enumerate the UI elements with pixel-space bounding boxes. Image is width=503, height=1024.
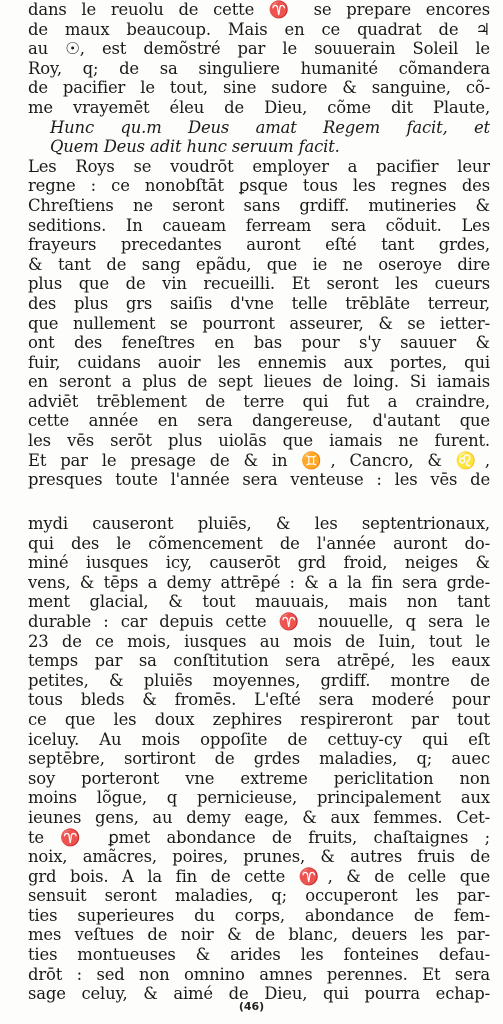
text-line: mydi causeront pluiēs, & les septentrionaux, bbox=[28, 514, 490, 533]
text-line: moins lõgue, q pernicieuse, principalement aux bbox=[28, 788, 490, 808]
text-line: me vrayemēt éleu de Dieu, cõme dit Plaute, bbox=[28, 97, 490, 117]
text-line: cette année en sera dangereuse, d'autant que bbox=[28, 411, 490, 431]
text-block-lower bbox=[28, 514, 490, 1004]
page-number: (46) bbox=[238, 1000, 265, 1013]
text-line: de pacifier le tout, sine sudore & sanguine, cõ- bbox=[28, 78, 490, 98]
text-line: Les Roys se voudrōt employer a pacifier leur bbox=[28, 156, 490, 176]
text-line: Roy, q; de sa singuliere humanité cõmandera bbox=[28, 58, 490, 78]
text-line: les vēs serōt plus uiolās que iamais ne furent. bbox=[28, 431, 490, 451]
latin-quote-line: Quem Deus adit hunc seruum facit. bbox=[50, 137, 340, 157]
text-line: ties superieures du corps, abondance de fem- bbox=[28, 905, 490, 925]
text-line: en seront a plus de sept lieues de loing. Si iamais bbox=[28, 372, 490, 392]
text-line: septēbre, sortiront de grdes maladies, q; auec bbox=[28, 749, 490, 769]
text-line: frayeurs precedantes auront eſté tant grdes, bbox=[28, 235, 490, 255]
text-line: des plus grs saiſis d'vne telle trēblāte terreur, bbox=[28, 293, 490, 313]
text-line: ties montueuses & arides les fonteines defau- bbox=[28, 945, 490, 965]
text-line: Et par le presage de & in ♊, Cancro, & ♌, bbox=[28, 450, 490, 470]
text-line: te ♈ ꝑmet abondance de fruits, chaſtaignes ; bbox=[28, 827, 490, 847]
text-line: sage celuy, & aimé de Dieu, qui pourra echap- bbox=[28, 984, 490, 1004]
text-line: ieunes gens, au demy eage, & aux femmes. Cet- bbox=[28, 807, 490, 827]
text-line: 23 de ce mois, iusques au mois de Iuin, tout le bbox=[28, 631, 490, 651]
text-line: mes veſtues de noir & de blanc, deuers les par- bbox=[28, 925, 490, 945]
text-line: & tant de sang epãdu, que ie ne oseroye dire bbox=[28, 254, 490, 274]
text-line: seditions. In caueam ferream sera cõduit. Les bbox=[28, 215, 490, 235]
text-line: petites, & pluiēs moyennes, grdiff. montre de bbox=[28, 670, 490, 690]
text-line: noix, amãcres, poires, prunes, & autres fruis de bbox=[28, 847, 490, 867]
text-line: miné iusques icy, causerōt grd froid, neiges & bbox=[28, 553, 490, 573]
text-line: presques toute l'année sera venteuse : les vēs de bbox=[28, 470, 490, 490]
text-block-upper bbox=[28, 0, 490, 490]
text-line: grd bois. A la fin de cette ♈, & de celle que bbox=[28, 866, 490, 886]
text-line: regne : ce nonobſtāt ꝑsque tous les regnes des bbox=[28, 176, 490, 196]
text-line: temps par sa conſtitution sera atrēpé, les eaux bbox=[28, 651, 490, 671]
text-line: vens, & tēps a demy attrēpé : & a la fin sera grde- bbox=[28, 572, 490, 592]
text-line: ont des feneſtres en bas pour s'y sauuer & bbox=[28, 333, 490, 353]
text-line: durable : car depuis cette ♈ nouuelle, q sera le bbox=[28, 611, 490, 631]
text-line: fuir, cuidans auoir les ennemis aux portes, qui bbox=[28, 352, 490, 372]
text-line: de maux beaucoup. Mais en ce quadrat de ♃ bbox=[28, 19, 490, 39]
text-line: drōt : sed non omnino amnes perennes. Et sera bbox=[28, 964, 490, 984]
text-line: adviēt trēblement de terre qui fut a craindre, bbox=[28, 391, 490, 411]
text-line: ment glacial, & tout mauuais, mais non tant bbox=[28, 592, 490, 612]
text-line: sensuit seront maladies, q; occuperont les par- bbox=[28, 886, 490, 906]
text-line: dans le reuolu de cette ♈ se prepare encores bbox=[28, 0, 490, 19]
text-line: au ☉, est demõstré par le souuerain Soleil le bbox=[28, 39, 490, 59]
text-line: ce que les doux zephires respireront par tout bbox=[28, 709, 490, 729]
text-line: tous bleds & fromēs. L'eſté sera moderé pour bbox=[28, 690, 490, 710]
latin-quote-line: Hunc qu.m Deus amat Regem facit, et bbox=[50, 117, 490, 137]
text-line: soy porteront vne extreme periclitation non bbox=[28, 768, 490, 788]
text-line: qui des le cõmencement de l'année auront do- bbox=[28, 533, 490, 553]
text-line: plus que de vin recueilli. Et seront les cueurs bbox=[28, 274, 490, 294]
text-line: Chreſtiens ne seront sans grdiff. mutineries & bbox=[28, 195, 490, 215]
text-line: iceluy. Au mois oppoſite de cettuy-cy qui eſt bbox=[28, 729, 490, 749]
text-line: que nullement se pourront asseurer, & se ietter- bbox=[28, 313, 490, 333]
